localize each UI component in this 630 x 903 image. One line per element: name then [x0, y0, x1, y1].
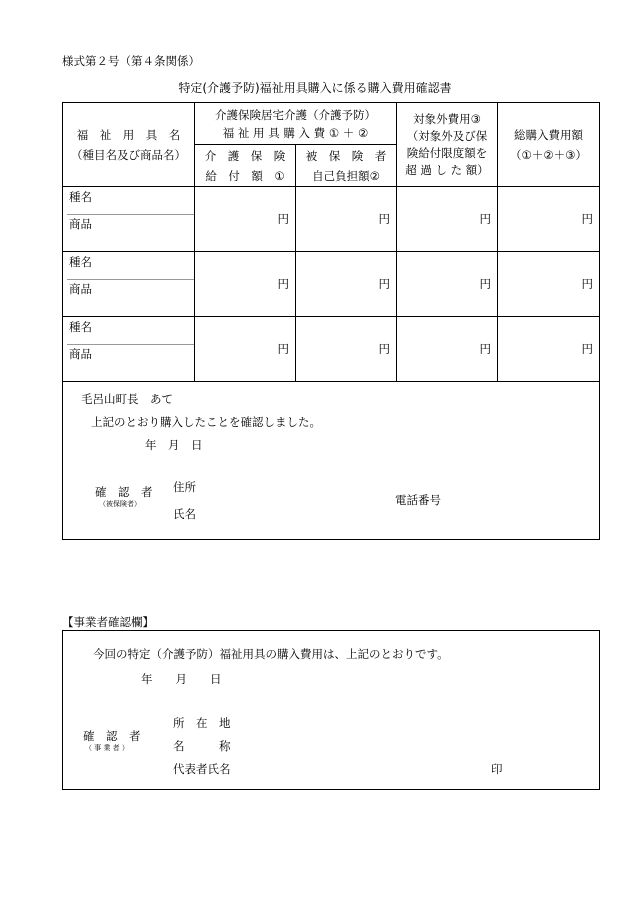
yen-unit: 円	[378, 277, 390, 291]
type-label: 種名	[69, 320, 92, 334]
business-section-title: 【事業者確認欄】	[62, 615, 154, 629]
header-self-pay	[296, 145, 397, 187]
table-row	[63, 317, 600, 382]
addressee: 毛呂山町長 あて	[81, 392, 173, 406]
header-non-covered-cost	[397, 103, 498, 187]
benefit-amount-cell[interactable]	[195, 252, 296, 317]
product-label: 商品	[69, 282, 92, 296]
header-noncovered-line4: 超 過 し た 額）	[405, 162, 489, 177]
confirmer-sub-label: （被保険者）	[99, 500, 141, 508]
product-label: 商品	[69, 217, 92, 231]
yen-unit: 円	[479, 212, 491, 226]
yen-unit: 円	[581, 212, 593, 226]
non-covered-cell[interactable]	[397, 187, 498, 252]
purchase-cost-table	[62, 102, 600, 382]
business-name-label: 名 称	[173, 739, 231, 753]
header-noncovered-line2: （対象外及び保	[406, 128, 488, 143]
self-pay-cell[interactable]	[296, 252, 397, 317]
type-label: 種名	[69, 255, 92, 269]
benefit-amount-cell[interactable]	[195, 187, 296, 252]
header-total-line1: 総購入費用額	[514, 127, 583, 142]
total-cost-cell[interactable]	[498, 317, 600, 382]
header-insurance-benefit	[195, 103, 397, 145]
confirm-date[interactable]: 年 月 日	[145, 438, 203, 452]
item-divider	[67, 279, 194, 280]
self-pay-cell[interactable]	[296, 317, 397, 382]
item-divider	[67, 214, 194, 215]
header-selfpay-line2: 自己負担額②	[312, 168, 380, 183]
header-benefit-amount	[195, 145, 296, 187]
header-noncovered-line3: 険給付限度額を	[406, 145, 488, 160]
header-total-cost	[498, 103, 600, 187]
header-benefit-line2: 給 付 額 ①	[205, 168, 285, 183]
yen-unit: 円	[479, 342, 491, 356]
business-statement: 今回の特定（介護予防）福祉用具の購入費用は、上記のとおりです。	[93, 647, 449, 661]
benefit-amount-cell[interactable]	[195, 317, 296, 382]
yen-unit: 円	[277, 342, 289, 356]
location-label: 所 在 地	[173, 716, 231, 730]
confirmer-label: 確 認 者	[95, 485, 153, 499]
total-cost-cell[interactable]	[498, 187, 600, 252]
representative-label: 代表者氏名	[173, 762, 231, 776]
header-item-name	[63, 103, 195, 187]
type-label: 種名	[69, 190, 92, 204]
confirm-statement: 上記のとおり購入したことを確認しました。	[91, 415, 321, 429]
header-selfpay-line1: 被 保 険 者	[305, 148, 387, 163]
header-benefit-line1: 介 護 保 険	[204, 148, 286, 163]
yen-unit: 円	[378, 212, 390, 226]
yen-unit: 円	[479, 277, 491, 291]
form-number: 様式第２号（第４条関係）	[62, 54, 200, 68]
header-insurance-line2: 福 祉 用 具 購 入 費 ① ＋ ②	[222, 125, 369, 140]
non-covered-cell[interactable]	[397, 317, 498, 382]
item-name-cell[interactable]	[63, 187, 195, 252]
document-title: 特定(介護予防)福祉用具購入に係る購入費用確認書	[178, 81, 452, 95]
phone-label: 電話番号	[395, 493, 441, 507]
yen-unit: 円	[378, 342, 390, 356]
seal-mark: 印	[491, 762, 503, 776]
header-noncovered-line1: 対象外費用③	[413, 111, 481, 126]
insured-confirmation-box	[62, 382, 600, 540]
business-date[interactable]: 年 月 日	[141, 672, 222, 686]
header-item-name-line2: （種目名及び商品名）	[71, 147, 186, 162]
table-row	[63, 252, 600, 317]
yen-unit: 円	[277, 277, 289, 291]
yen-unit: 円	[581, 277, 593, 291]
business-confirmation-box	[62, 630, 600, 790]
header-total-line2: （①＋②＋③）	[510, 147, 587, 162]
name-label: 氏名	[173, 507, 196, 521]
item-divider	[67, 344, 194, 345]
header-insurance-line1: 介護保険居宅介護（介護予防）	[215, 107, 376, 122]
header-item-name-line1: 福 祉 用 具 名	[76, 127, 181, 142]
self-pay-cell[interactable]	[296, 187, 397, 252]
total-cost-cell[interactable]	[498, 252, 600, 317]
table-row	[63, 187, 600, 252]
item-name-cell[interactable]	[63, 317, 195, 382]
yen-unit: 円	[581, 342, 593, 356]
product-label: 商品	[69, 347, 92, 361]
item-name-cell[interactable]	[63, 252, 195, 317]
non-covered-cell[interactable]	[397, 252, 498, 317]
address-label: 住所	[173, 480, 196, 494]
business-confirmer-label: 確 認 者	[83, 729, 141, 743]
business-confirmer-sub-label: （ 事 業 者 ）	[85, 744, 129, 752]
yen-unit: 円	[277, 212, 289, 226]
